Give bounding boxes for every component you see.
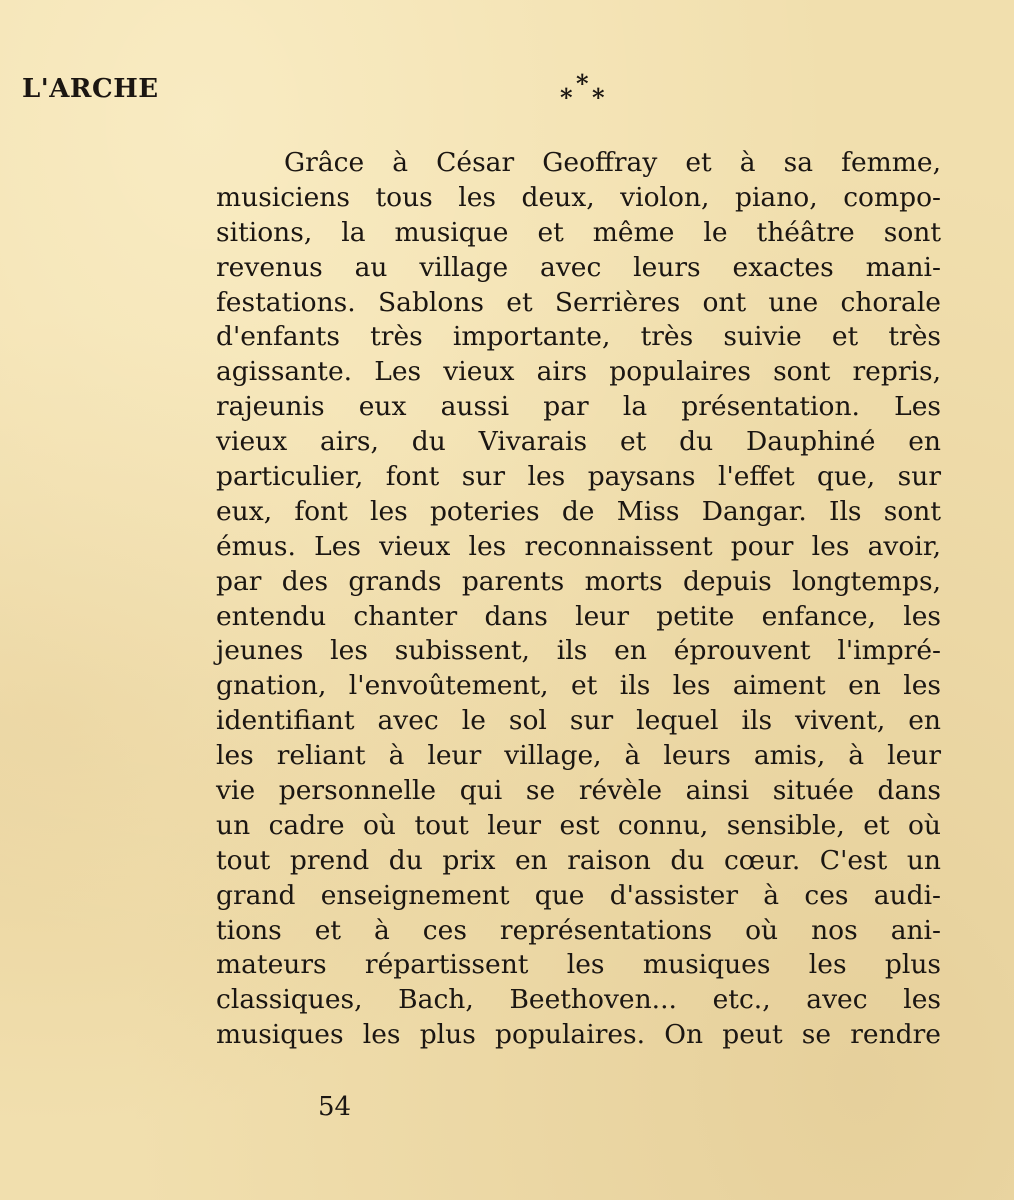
text-line: sitions, la musique et même le théâtre sont — [216, 216, 941, 248]
text-line: vieux airs, du Vivarais et du Dauphiné en — [216, 426, 941, 458]
text-line: identifiant avec le sol sur lequel ils vivent, en — [216, 705, 941, 737]
text-line: mateurs répartissent les musiques les plus — [216, 949, 941, 981]
text-line: festations. Sablons et Serrières ont une chorale — [216, 286, 941, 318]
text-line: un cadre où tout leur est connu, sensible, et où — [216, 809, 941, 841]
asterism-ornament — [560, 69, 610, 112]
text-line: émus. Les vieux les reconnaissent pour les avoir, — [216, 530, 941, 562]
text-line: tout prend du prix en raison du cœur. C'est un — [216, 844, 941, 876]
text-line: particulier, font sur les paysans l'effet que, sur — [216, 461, 941, 493]
text-line: rajeunis eux aussi par la présentation. Les — [216, 391, 941, 423]
asterism-star-right: * — [592, 83, 605, 112]
page-number: 54 — [318, 1092, 352, 1122]
text-line: vie personnelle qui se révèle ainsi située dans — [216, 775, 941, 807]
text-line: les reliant à leur village, à leurs amis, à leur — [216, 740, 941, 772]
text-line: agissante. Les vieux airs populaires sont repris, — [216, 356, 941, 388]
text-line: musiques les plus populaires. On peut se rendre — [216, 1019, 941, 1051]
text-line: par des grands parents morts depuis longtemps, — [216, 565, 941, 597]
text-line: revenus au village avec leurs exactes mani- — [216, 251, 941, 283]
text-line: eux, font les poteries de Miss Dangar. Ils sont — [216, 495, 941, 527]
body-paragraph — [216, 146, 941, 1053]
text-line: jeunes les subissent, ils en éprouvent l'impré- — [216, 635, 941, 667]
text-line: classiques, Bach, Beethoven... etc., avec les — [216, 984, 941, 1016]
text-line: tions et à ces représentations où nos ani- — [216, 914, 941, 946]
text-line: Grâce à César Geoffray et à sa femme, — [284, 147, 941, 178]
text-line: grand enseignement que d'assister à ces audi- — [216, 879, 941, 911]
running-head: L'ARCHE — [22, 74, 159, 104]
asterism-star-left: * — [560, 83, 573, 112]
text-line: entendu chanter dans leur petite enfance, les — [216, 600, 941, 632]
text-line: musiciens tous les deux, violon, piano, compo- — [216, 181, 941, 213]
text-line: d'enfants très importante, très suivie et très — [216, 321, 941, 353]
text-line: gnation, l'envoûtement, et ils les aiment en les — [216, 670, 941, 702]
asterism-star-top: * — [576, 69, 589, 98]
